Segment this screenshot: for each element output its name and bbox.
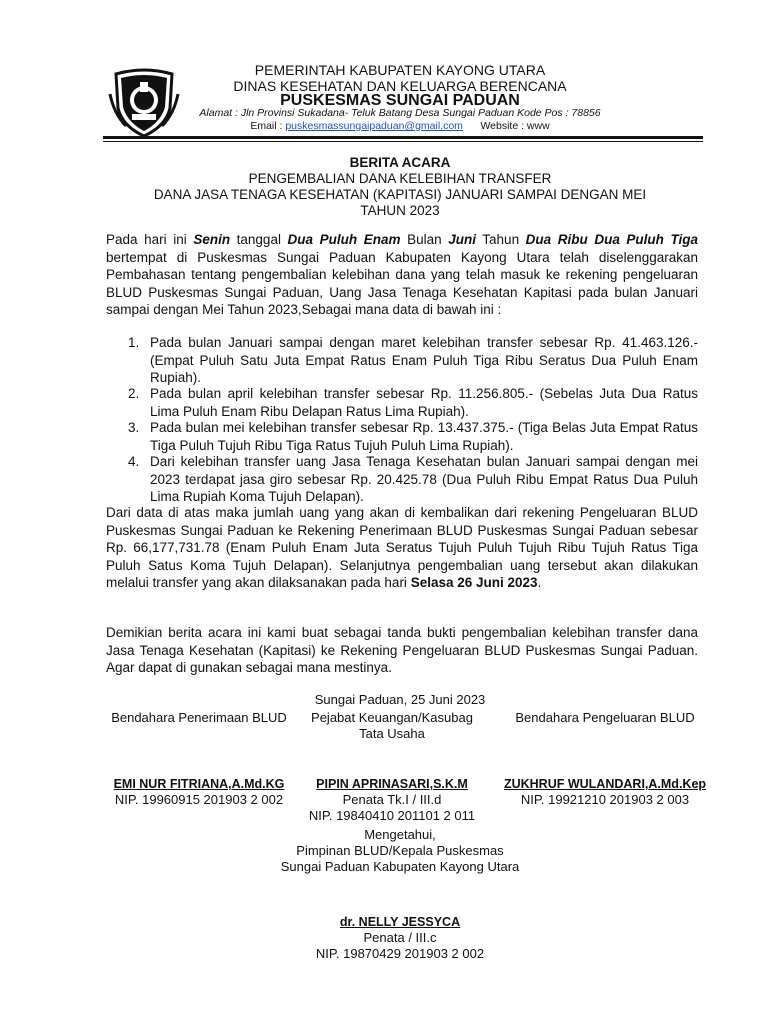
document-title [100, 155, 700, 219]
intro-text: Bulan [400, 232, 449, 247]
list-item: Pada bulan april kelebihan transfer sebesar Rp. 11.256.805.- (Sebelas Juta Dua Ratus Lima Puluh Enam Ribu Delapan Ratus Lima Rupiah). [150, 386, 698, 419]
letterhead-contact [160, 120, 640, 133]
sig-right-nip: NIP. 19921210 201903 2 003 [520, 792, 690, 807]
title-line4: TAHUN 2023 [360, 203, 440, 218]
letterhead-line2: DINAS KESEHATAN DAN KELUARGA BERENCANA [233, 78, 567, 94]
intro-month: Juni [448, 232, 476, 247]
sig-left-role: Bendahara Penerimaan BLUD [111, 710, 287, 725]
list-item-number: 1. [128, 335, 140, 350]
list-item-number: 4. [128, 454, 140, 469]
intro-text: tanggal [230, 232, 288, 247]
list-item: Pada bulan Januari sampai dengan maret kelebihan transfer sebesar Rp. 41.463.126.- (Empat Puluh Satu Juta Empat Ratus Enam Puluh Tiga Ribu Seratus Dua Puluh Enam Rupiah). [150, 335, 698, 385]
email-label: Email : [250, 120, 286, 132]
ack-line3: Sungai Paduan Kabupaten Kayong Utara [280, 859, 520, 874]
closing-paragraph: Demikian berita acara ini kami buat sebagai tanda bukti pengembalian kelebihan transfer dana Jasa Tenaga Kesehatan (Kapitasi) ke Rekening Pengeluaran BLUD Puskesmas Sungai Paduan. Agar dapat di gunakan sebagai mana mestinya. [106, 625, 698, 675]
place-date: Sungai Paduan, 25 Juni 2023 [314, 692, 486, 707]
sig-middle-role2: Tata Usaha [359, 726, 425, 741]
letterhead-divider-thin [103, 141, 703, 142]
website-label: Website : www [480, 120, 550, 132]
head-signature-block [250, 914, 550, 962]
intro-text: Pada hari ini [106, 232, 194, 247]
summary-paragraph [106, 504, 698, 592]
sig-left-nip: NIP. 19960915 201903 2 002 [114, 792, 284, 807]
intro-date: Dua Puluh Enam [287, 232, 401, 247]
letterhead-address: Alamat : Jln Provinsi Sukadana- Teluk Batang Desa Sungai Paduan Kode Pos : 78856 [199, 107, 601, 119]
head-name: dr. NELLY JESSYCA [339, 915, 461, 929]
letterhead-institution: PUSKESMAS SUNGAI PADUAN [280, 92, 520, 109]
acknowledgement-block [200, 827, 600, 875]
list-item: Dari kelebihan transfer uang Jasa Tenaga Kesehatan bulan Januari sampai dengan mei 2023 terdapat jasa giro sebesar Rp. 20.425.78 (Dua Puluh Ribu Empat Ratus Dua Puluh Lima Rupiah Koma Tujuh Delapan). [150, 454, 698, 504]
sig-middle-name: PIPIN APRINASARI,S.K.M [316, 777, 468, 791]
sig-middle-block [272, 776, 512, 824]
sig-middle-role [272, 710, 512, 742]
intro-year: Dua Ribu Dua Puluh Tiga [525, 232, 699, 247]
letterhead-divider-thick [103, 136, 703, 139]
ack-line2: Pimpinan BLUD/Kepala Puskesmas [296, 843, 504, 858]
sig-middle-role1: Pejabat Keuangan/Kasubag [311, 710, 473, 725]
title-berita-acara: BERITA ACARA [349, 155, 451, 170]
email-link[interactable]: puskesmassungaipaduan@gmail.com [285, 120, 463, 132]
letterhead-line1: PEMERINTAH KABUPATEN KAYONG UTARA [254, 62, 546, 78]
sig-right-block [488, 776, 722, 808]
intro-text: Tahun [475, 232, 526, 247]
sig-right-name: ZUKHRUF WULANDARI,A.Md.Kep [503, 777, 707, 791]
sig-middle-rank: Penata Tk.I / III.d [342, 792, 442, 807]
letterhead-government [180, 62, 620, 94]
sig-left-name: EMI NUR FITRIANA,A.Md.KG [113, 777, 285, 791]
list-item-number: 2. [128, 386, 140, 401]
transfer-date: Selasa 26 Juni 2023 [410, 575, 538, 590]
title-line3: DANA JASA TENAGA KESEHATAN (KAPITASI) JANUARI SAMPAI DENGAN MEI [153, 187, 647, 202]
ack-line1: Mengetahui, [364, 827, 436, 842]
intro-day: Senin [193, 232, 231, 247]
sig-middle-nip: NIP. 19840410 201101 2 011 [308, 808, 476, 823]
head-nip: NIP. 19870429 201903 2 002 [315, 946, 485, 961]
summary-end: . [537, 575, 542, 590]
list-item: Pada bulan mei kelebihan transfer sebesar Rp. 13.437.375.- (Tiga Belas Juta Empat Ratus Tiga Puluh Tujuh Ribu Tiga Ratus Tujuh Puluh Lima Rupiah). [150, 420, 698, 453]
title-line2: PENGEMBALIAN DANA KELEBIHAN TRANSFER [248, 171, 552, 186]
intro-paragraph [106, 231, 698, 319]
sig-right-role: Bendahara Pengeluaran BLUD [515, 710, 695, 725]
intro-text: bertempat di Puskesmas Sungai Paduan Kabupaten Kayong Utara telah diselenggarakan Pembahasan tentang pengembalian kelebihan dana yang telah masuk ke rekening pengeluaran BLUD Puskesmas Sungai Paduan, Uang Jasa Tenaga Kesehatan Kapitasi pada bulan Januari sampai dengan Mei Tahun 2023,Sebagai mana data di bawah ini : [106, 249, 698, 317]
head-rank: Penata / III.c [363, 930, 437, 945]
list-item-number: 3. [128, 420, 140, 435]
summary-text: Dari data di atas maka jumlah uang yang akan di kembalikan dari rekening Pengeluaran BLUD Puskesmas Sungai Paduan ke Rekening Penerimaan BLUD Puskesmas Sungai Paduan sebesar Rp. 66,177,731.78 (Enam Puluh Enam Juta Seratus Tujuh Puluh Tujuh Ribu Tujuh Ratus Tiga Puluh Satus Koma Tujuh Delapan). Selanjutnya pengembalian uang tersebut akan dilakukan melalui transfer yang akan dilaksanakan pada hari [106, 505, 698, 590]
